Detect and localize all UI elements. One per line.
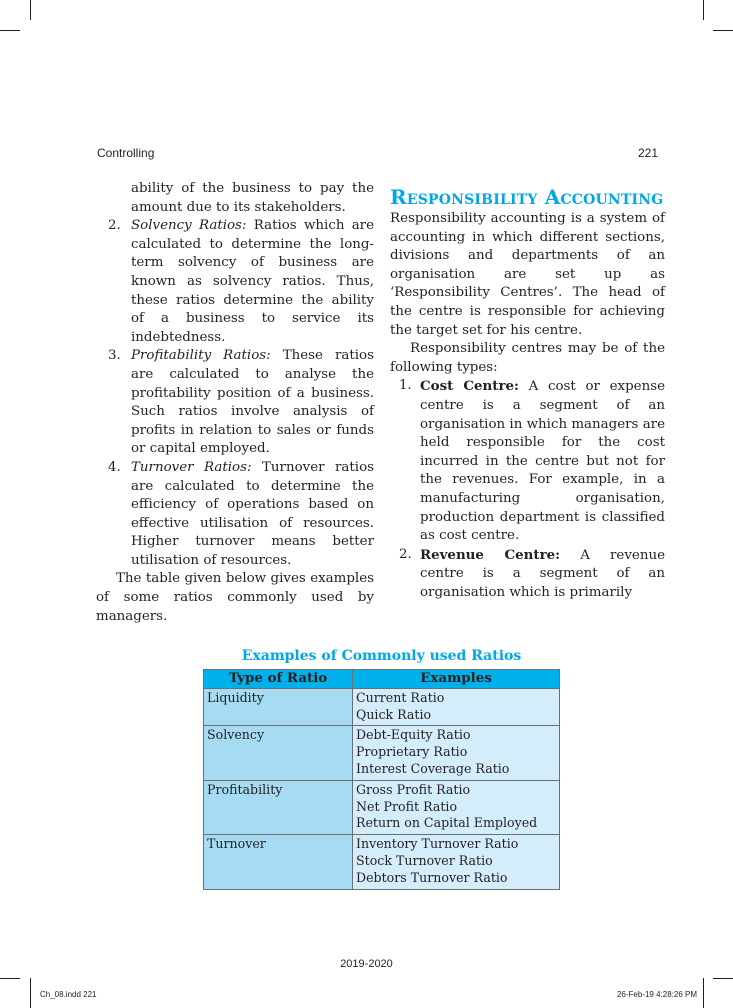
examples-cell	[353, 835, 560, 889]
item-text: Ratios which are calculated to determine the long-term solvency of business are known as solvency ratios. Thus, these ratios determine the ability of a business to service its indebtedness.	[131, 218, 375, 345]
example-item: Stock Turnover Ratio	[356, 852, 493, 868]
list-item-body	[131, 459, 374, 571]
item-term: Profitability Ratios:	[131, 348, 271, 364]
examples-cell	[353, 780, 560, 834]
example-item: Debt-Equity Ratio	[356, 727, 471, 743]
table-row	[204, 688, 560, 726]
item-text: A cost or expense centre is a segment of an organisation in which managers are held responsible for the cost incurred in the centre but not for the revenues. For example, in a manufacturing organisation, production department is classified as cost centre.	[420, 379, 665, 544]
crop-mark	[713, 978, 733, 979]
paragraph: Responsibility accounting is a system of accounting in which different sections, divisions and departments of an organisation are set up as ‘Responsibility Centres’. The head of the centre is responsible for achieving the target set for his centre.	[390, 211, 665, 338]
closing-paragraph: The table given below gives examples of some ratios commonly used by managers.	[96, 571, 374, 624]
examples-cell	[353, 688, 560, 726]
list-number: 4.	[108, 459, 121, 475]
item-text: These ratios are calculated to analyse the profitability position of a business. Such ratios involve analysis of profits in relation to sales or funds or capital employed.	[131, 348, 374, 457]
list-item-turnover	[96, 459, 374, 571]
example-item: Gross Profit Ratio	[356, 781, 471, 797]
crop-mark	[713, 30, 733, 31]
list-item-revenue-centre	[390, 546, 665, 603]
column-header: Examples	[353, 670, 560, 689]
table-header-row	[204, 670, 560, 689]
crop-mark	[30, 978, 31, 1008]
print-timestamp: 26-Feb-19 4:28:26 PM	[616, 990, 697, 999]
table-caption: Examples of Commonly used Ratios	[241, 648, 522, 664]
crop-mark	[703, 978, 704, 1008]
crop-mark	[703, 0, 704, 20]
crop-mark	[0, 978, 20, 979]
list-number: 1.	[399, 378, 412, 394]
left-column	[96, 180, 374, 626]
example-item: Proprietary Ratio	[356, 744, 468, 760]
paragraph: Responsibility centres may be of the following types:	[390, 341, 665, 375]
ratio-type-cell: Liquidity	[204, 688, 353, 726]
ratios-table	[203, 669, 560, 890]
column-header: Type of Ratio	[204, 670, 353, 689]
list-number: 2.	[108, 218, 121, 234]
page-number: 221	[637, 146, 658, 160]
item-term: Solvency Ratios:	[131, 218, 247, 234]
list-item-profitability	[96, 347, 374, 459]
list-number: 2.	[399, 546, 412, 562]
example-item: Return on Capital Employed	[356, 815, 538, 831]
list-number: 3.	[108, 348, 121, 364]
list-item-cost-centre	[390, 377, 665, 545]
item-text: Turnover ratios are calculated to determine the efficiency of operations based on effective utilisation of resources. Higher turnover means better utilisation of resources.	[131, 459, 375, 568]
chapter-title: Controlling	[97, 146, 155, 160]
list-item-solvency	[96, 217, 374, 347]
item-text: A revenue centre is a segment of an organisation which is primarily	[420, 547, 666, 600]
ratio-type-cell: Turnover	[204, 835, 353, 889]
crop-mark	[30, 0, 31, 20]
item-term: Turnover Ratios:	[131, 459, 252, 475]
example-item: Interest Coverage Ratio	[356, 760, 510, 776]
examples-cell	[353, 726, 560, 780]
ratio-type-cell: Profitability	[204, 780, 353, 834]
continuation-text: ability of the business to pay the amount due to its stakeholders.	[131, 181, 374, 215]
list-item-body	[131, 347, 374, 459]
table-row	[204, 835, 560, 889]
example-item: Net Profit Ratio	[356, 798, 458, 814]
example-item: Current Ratio	[356, 689, 445, 705]
table-row	[204, 726, 560, 780]
right-column	[390, 185, 665, 602]
example-item: Debtors Turnover Ratio	[356, 869, 508, 885]
edition-year: 2019-2020	[340, 958, 393, 970]
section-heading: Responsibility Accounting	[390, 185, 664, 209]
ratio-type-cell: Solvency	[204, 726, 353, 780]
example-item: Inventory Turnover Ratio	[356, 836, 519, 852]
list-item-body	[420, 377, 665, 545]
item-term: Revenue Centre:	[420, 546, 561, 563]
list-item-body	[131, 217, 374, 347]
table-row	[204, 780, 560, 834]
list-item-body	[420, 546, 665, 603]
example-item: Quick Ratio	[356, 706, 432, 722]
file-slug: Ch_08.indd 221	[40, 990, 97, 999]
item-term: Cost Centre:	[420, 378, 519, 395]
crop-mark	[0, 30, 20, 31]
